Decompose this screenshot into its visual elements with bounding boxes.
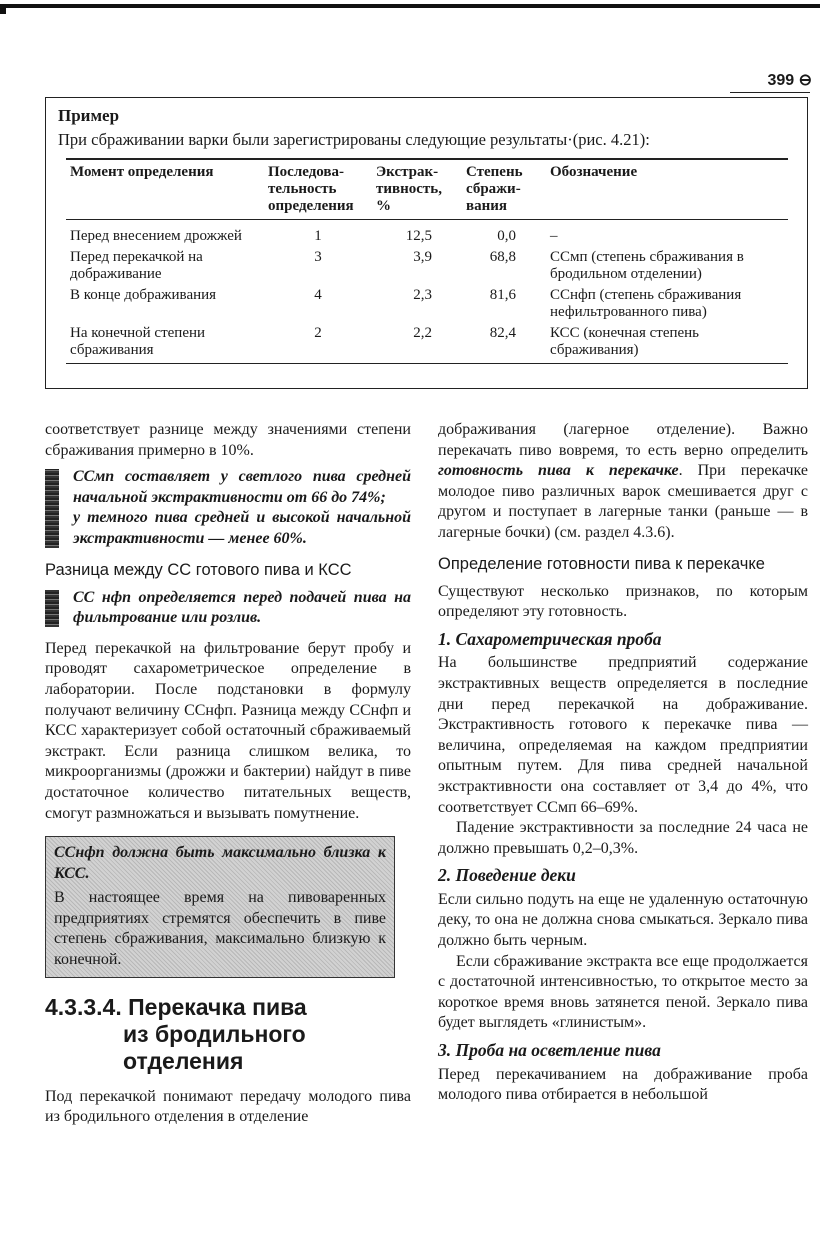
cell-sequence: 3 [314,249,322,265]
cell-extract: 12,5 [405,228,432,244]
header-sequence: Последова-тельность определения [264,159,372,220]
left-column [45,420,411,1128]
example-box [45,97,808,389]
cell-extract: 2,2 [372,323,462,364]
note-text: СС нфп определяется перед подачей пива на фильтрование или розлив. [73,588,411,627]
text-run: дображивания (лагерное отделение). Важно перекачать пиво вовремя, то есть верно определить [438,421,808,459]
paragraph: Если сбраживание экстракта все еще продолжается с достаточной интенсивностью, то открытое место за короткое время вновь затянется пеной. Зеркало пива будет выглядеть «глинистым». [438,952,808,1032]
cell-label: ССмп (степень сбраживания в бродильном отделении) [550,249,744,282]
cell-extract: 2,3 [413,287,432,303]
cell-sequence: 4 [314,287,322,303]
page-number: 399 ⊖ [767,72,812,89]
cell-degree: 0,0 [497,228,516,244]
cell-sequence: 2 [264,323,372,364]
section-title-line: Перекачка пива [128,993,307,1020]
example-intro: При сбраживании варки были зарегистрированы следующие результаты·(рис. 4.21): [58,130,650,149]
example-title: Пример [58,106,120,125]
paragraph: Перед перекачкой на фильтрование берут пробу и проводят сахарометрическое определение в лаборатории. После подстановки в формулу получают величину ССнфп. Разница между ССнфп и КСС характеризует собой остаточный сбраживаемый экстракт. Если разница слишком велика, то микроорганизмы (дрожжи и бактерии) найдут в пиве достаточное количество питательных веществ, смогут размножаться и вызывать помутнение. [45,639,411,822]
cell-extract: 3,9 [413,249,432,265]
note-marker-bar [45,469,59,547]
shaded-callout [45,836,395,978]
section-title-line: отделения [123,1047,244,1074]
cell-sequence: 1 [314,228,322,244]
cell-moment: Перед внесением дрожжей [70,228,242,244]
paragraph: На большинстве предприятий содержание экстрактивных веществ определяется в последние дни перед перекачкой на дображивание. Экстрактивность готового к перекачке пива — величина, определяемая на каждом предприятии опытным путем. Для пива средней начальной экстрактивности она составляет от 3,4 до 4%, что соответствует ССмп 66–69%. [438,654,808,816]
callout-text: В настоящее время на пивоваренных предприятиях стремятся обеспечить в пиве степень сбраживания, максимально близкую к конечной. [54,889,386,969]
emphasis: готовность пива к перекачке [438,462,679,480]
cell-label: КСС (конечная степень сбраживания) [546,323,788,364]
highlight-note [45,588,411,629]
text-run: . При перекачке молодое пиво различных варок смешивается друг с другом и поступает в лагерные танки (раньше — в лагерные бочки) (см. раздел 4.3.6). [438,462,808,541]
section-heading [45,994,411,1075]
header-moment: Момент определения [66,159,264,220]
subheading: 1. Сахарометрическая проба [438,628,662,649]
section-title-line: из бродильного [123,1020,306,1047]
cell-moment: Перед перекачкой на дображивание [70,249,203,282]
header-label: Обозначение [546,159,788,220]
paragraph: Если сильно подуть на еще не удаленную остаточную деку, то она не должна снова смыкаться. Зеркало пива должно быть черным. [438,890,808,950]
subheading: Определение готовности пива к перекачке [438,554,765,573]
paragraph: Падение экстрактивности за последние 24 часа не должно превышать 0,2–0,3%. [438,819,808,857]
cell-label: ССнфп (степень сбраживания нефильтрованного пива) [550,287,742,320]
note-text: ССмп составляет у светлого пива средней начальной экстрактивности от 66 до 74%; [73,468,411,506]
paragraph: соответствует разнице между значениями степени сбраживания примерно в 10%. [45,421,411,459]
header-extract: Экстрак-тивность, % [372,159,462,220]
section-number: 4.3.3.4. [45,993,122,1020]
cell-label: – [550,228,558,244]
note-marker-bar [45,590,59,627]
cell-moment: В конце дображивания [70,287,217,303]
right-column [438,420,808,1106]
subheading: 2. Поведение деки [438,865,576,886]
results-table [66,158,788,364]
callout-title: ССнфп должна быть максимально близка к КСС. [54,844,386,882]
table-header-row [66,159,788,220]
highlight-note [45,467,411,549]
paragraph: Под перекачкой понимают передачу молодого пива из бродильного отделения в отделение [45,1087,411,1126]
table-row [66,285,788,323]
paragraph: Перед перекачиванием на дображивание проба молодого пива отбирается в небольшой [438,1065,808,1104]
cell-degree: 81,6 [489,287,516,303]
cell-degree: 82,4 [462,323,546,364]
top-rule-notch [0,4,6,14]
paragraph [438,420,808,544]
header-degree: Степень сбражи-вания [462,159,546,220]
note-text: у темного пива средней и высокой начальной экстрактивности — менее 60%. [73,509,411,547]
paragraph: Существуют несколько признаков, по которым определяют эту готовность. [438,582,808,621]
table-row [66,323,788,364]
subheading: Разница между СС готового пива и КСС [45,560,352,579]
table-row [66,247,788,285]
top-rule [0,4,820,8]
table-row [66,220,788,248]
subheading: 3. Проба на осветление пива [438,1040,661,1061]
page-number-rule [730,92,810,93]
cell-moment: На конечной степени сбраживания [66,323,264,364]
cell-degree: 68,8 [489,249,516,265]
